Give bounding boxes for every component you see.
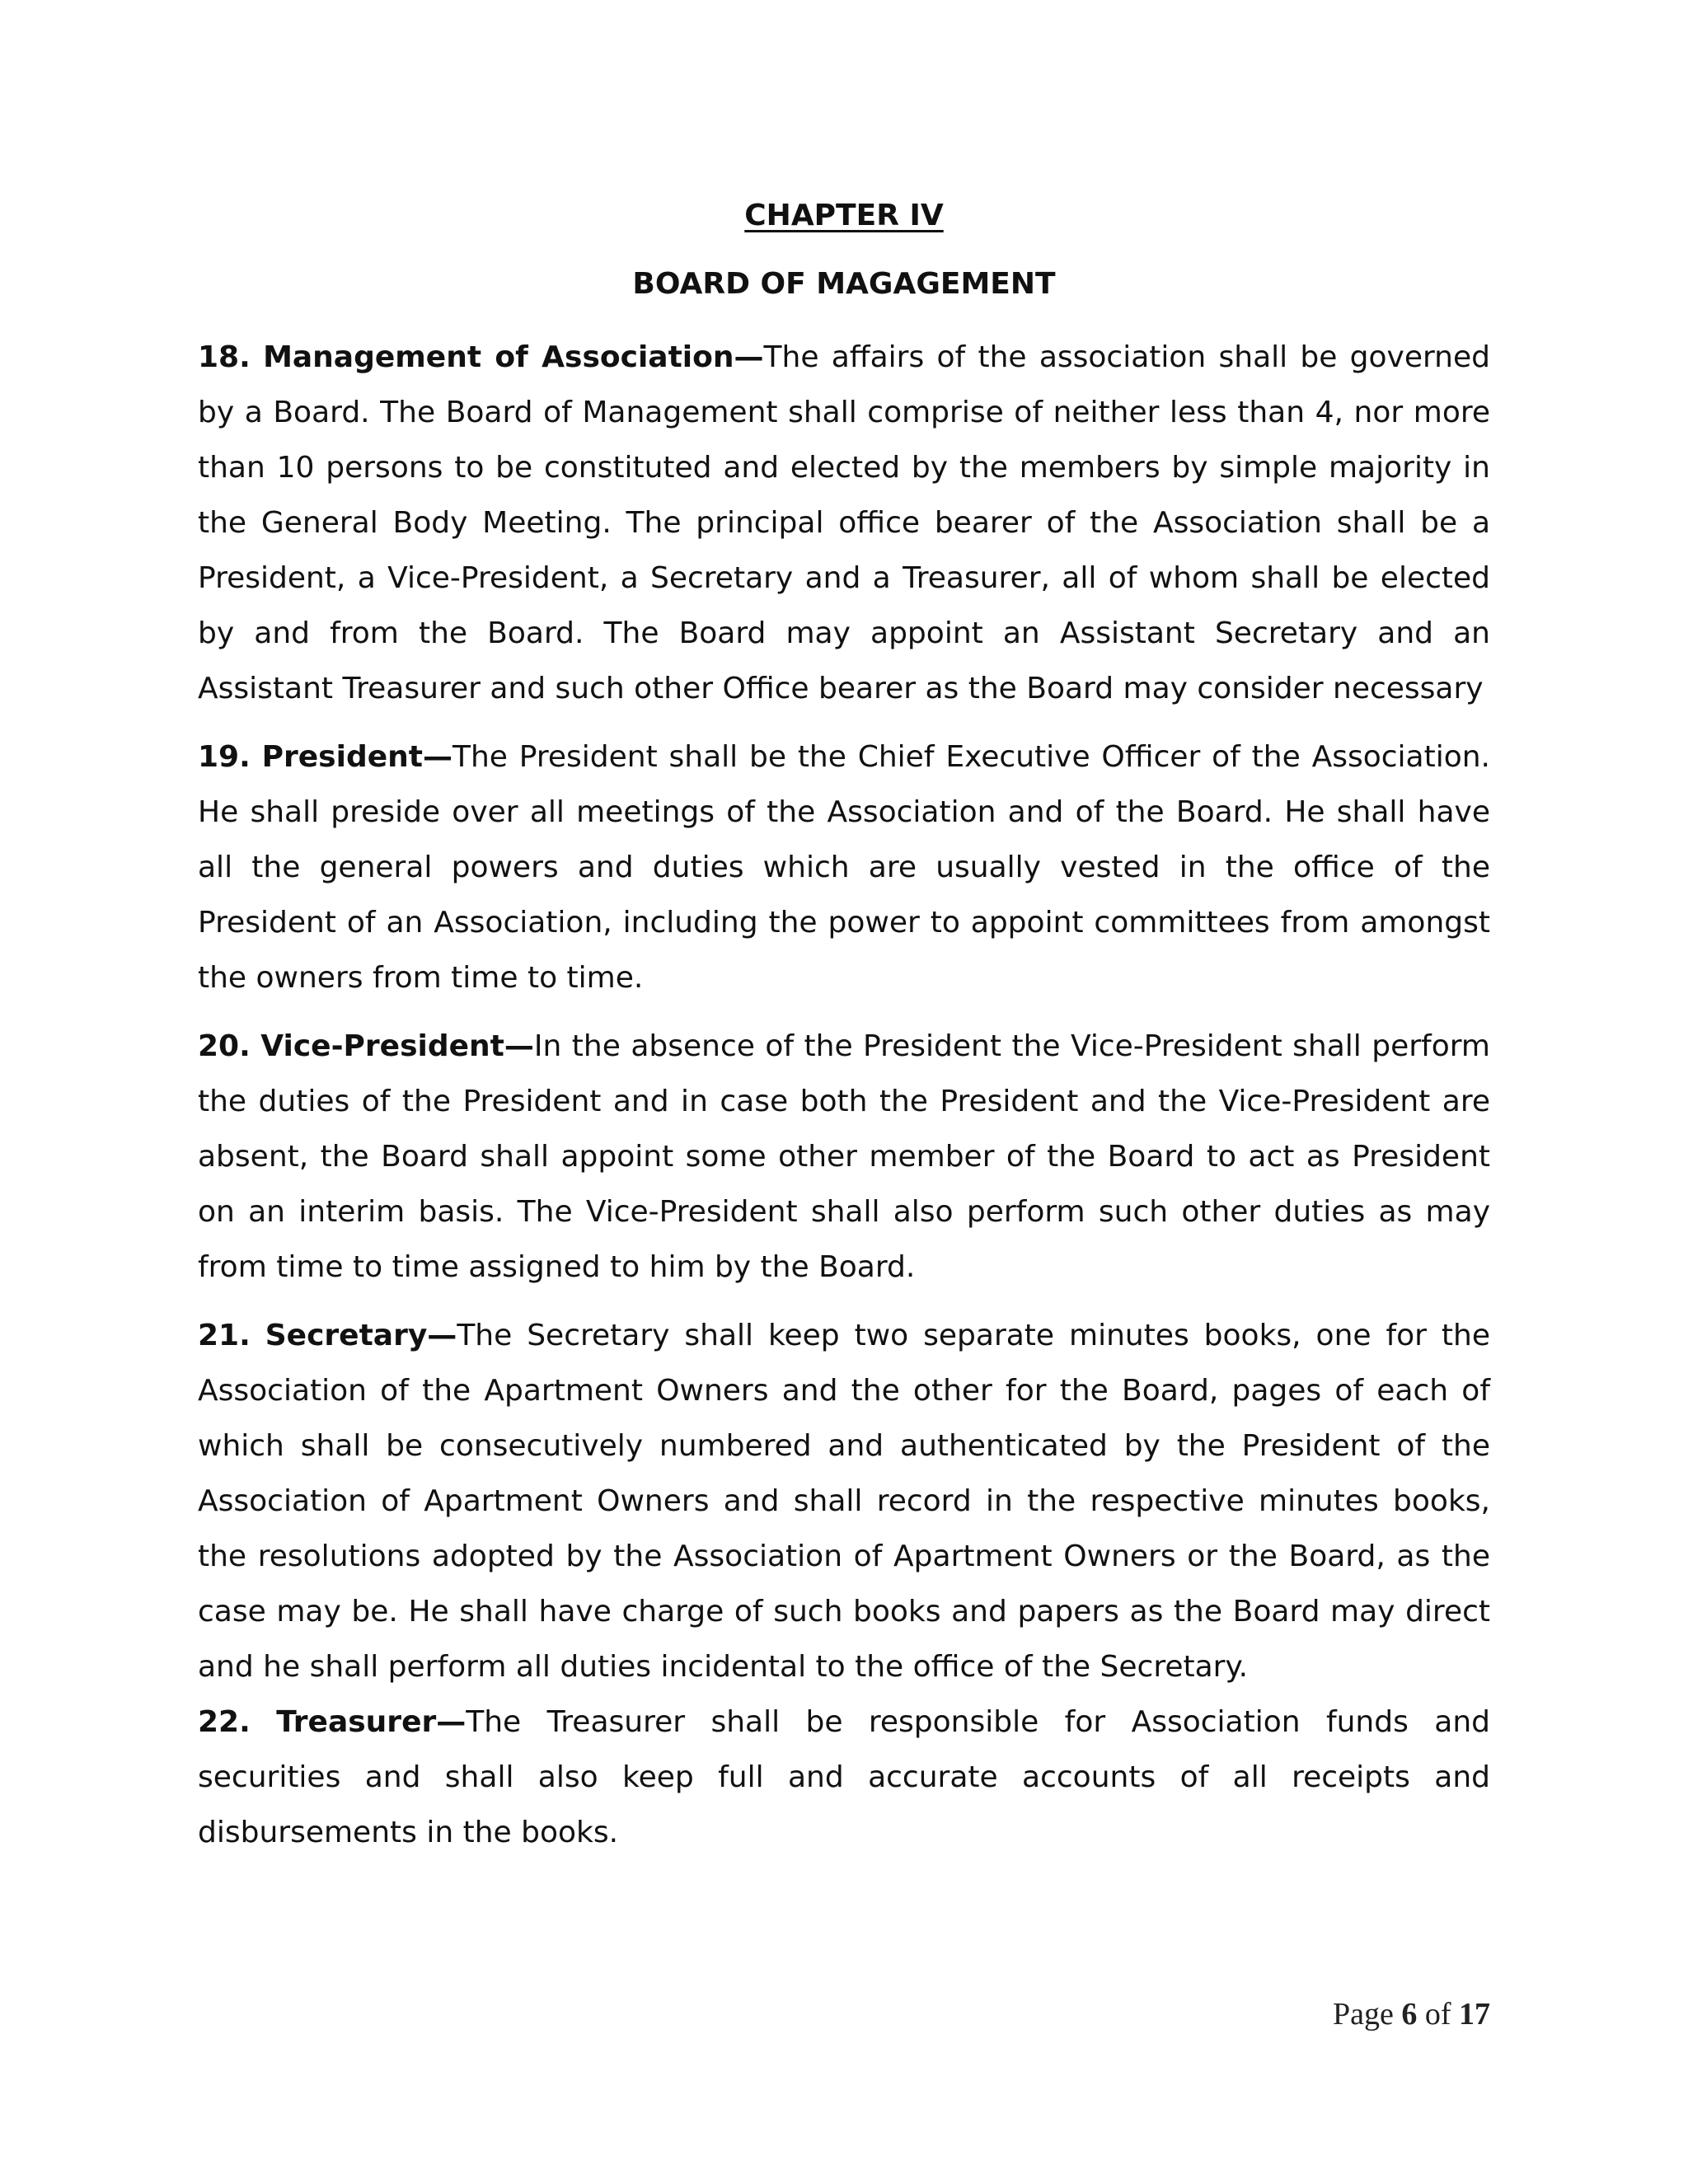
clause-heading: President— xyxy=(261,740,452,774)
clause-heading: Management of Association— xyxy=(263,340,764,374)
page-number-footer xyxy=(1333,1994,1490,2034)
page-label: Page xyxy=(1332,1997,1394,2032)
clause-22 xyxy=(198,1694,1490,1860)
of-label: of xyxy=(1424,1997,1451,2032)
document-page xyxy=(198,0,1490,2184)
clause-text: The Secretary shall keep two separate minutes books, one for the Association of the Apartment Owners and the other for the Board, pages of each of which shall be consecutively numbered and authenticated by the President of the Association of Apartment Owners and shall record in the respective minutes books, the resolutions adopted by the Association of Apartment Owners or the Board, as the case may be. He shall have charge of such books and papers as the Board may direct and he shall perform all duties incidental to the office of the Secretary. xyxy=(198,1319,1490,1684)
clause-text: The Treasurer shall be responsible for Association funds and securities and shall also keep full and accurate accounts of all receipts and disbursements in the books. xyxy=(198,1705,1490,1849)
clause-text: The affairs of the association shall be governed by a Board. The Board of Management shall comprise of neither less than 4, nor more than 10 persons to be constituted and elected by the members by simple majority in the General Body Meeting. The principal office bearer of the Association shall be a President, a Vice-President, a Secretary and a Treasurer, all of whom shall be elected by and from the Board. The Board may appoint an Assistant Secretary and an Assistant Treasurer and such other Office bearer as the Board may consider necessary xyxy=(198,340,1490,705)
clause-number: 19. xyxy=(198,740,251,774)
chapter-title-text: CHAPTER IV xyxy=(744,199,944,232)
chapter-title xyxy=(198,198,1490,234)
clause-number: 18. xyxy=(198,340,251,374)
clause-21 xyxy=(198,1308,1490,1694)
clauses-list xyxy=(198,330,1490,1873)
current-page-number: 6 xyxy=(1401,1997,1418,2032)
clause-text: In the absence of the President the Vice-President shall perform the duties of the President and in case both the President and the Vice-President are absent, the Board shall appoint some other member of the Board to act as President on an interim basis. The Vice-President shall also perform such other duties as may from time to time assigned to him by the Board. xyxy=(198,1029,1490,1284)
clause-number: 22. xyxy=(198,1705,251,1739)
clause-heading: Vice-President— xyxy=(260,1029,534,1063)
clause-text: The President shall be the Chief Executive Officer of the Association. He shall preside over all meetings of the Association and of the Board. He shall have all the general powers and duties which are usually vested in the office of the President of an Association, including the power to appoint committees from amongst the owners from time to time. xyxy=(198,740,1490,995)
clause-number: 21. xyxy=(198,1319,251,1352)
clause-19 xyxy=(198,729,1490,1005)
clause-heading: Treasurer— xyxy=(276,1705,467,1739)
clause-20 xyxy=(198,1019,1490,1295)
clause-18 xyxy=(198,330,1490,716)
section-title: BOARD OF MAGAGEMENT xyxy=(632,267,1056,301)
clause-number: 20. xyxy=(198,1029,251,1063)
clause-heading: Secretary— xyxy=(265,1319,457,1352)
total-pages-number: 17 xyxy=(1459,1997,1490,2032)
